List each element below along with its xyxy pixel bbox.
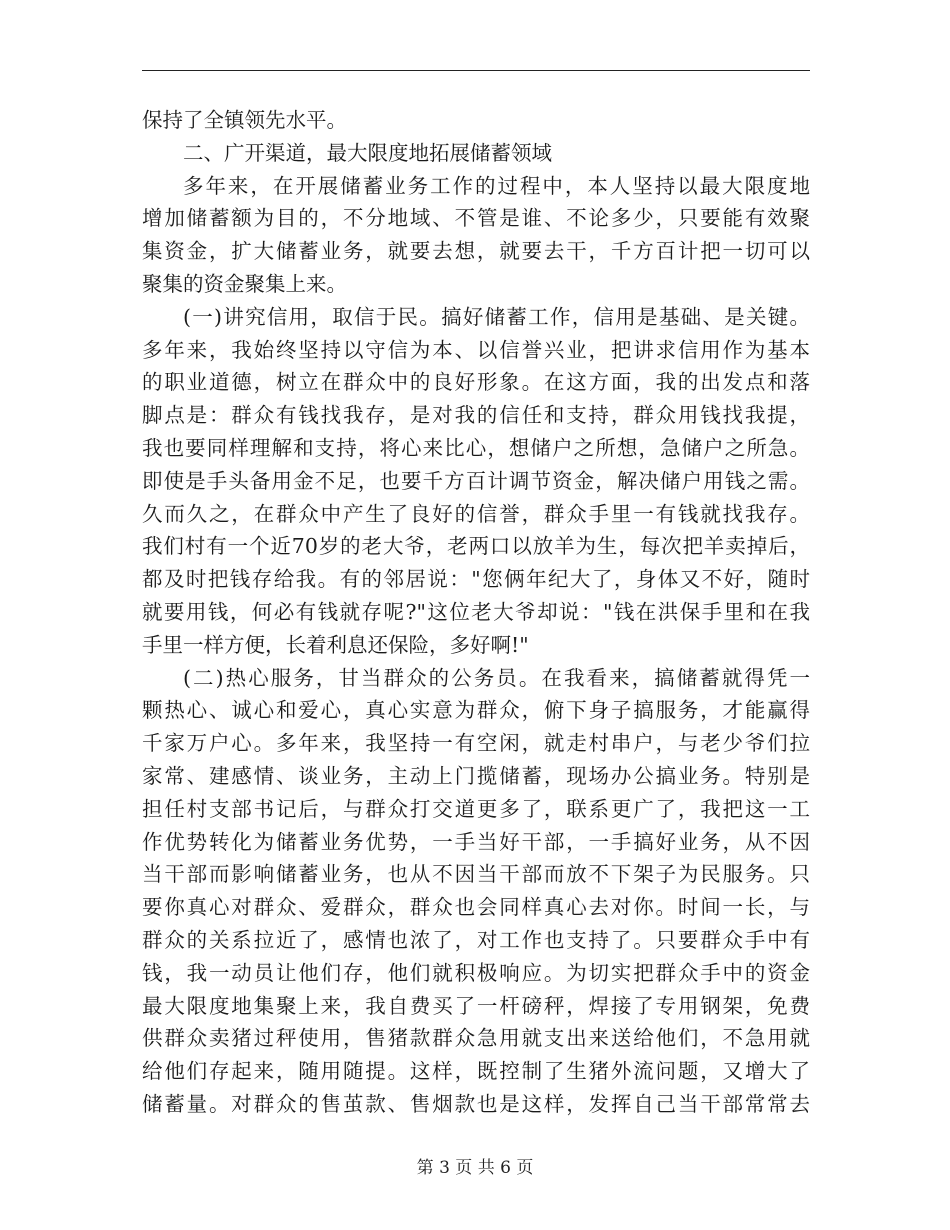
text-line: 颗热心、诚心和爱心，真心实意为群众，俯下身子搞服务，才能赢得 bbox=[142, 698, 810, 723]
text-line: 的职业道德，树立在群众中的良好形象。在这方面，我的出发点和落 bbox=[142, 370, 810, 395]
text-line: 担任村支部书记后，与群众打交道更多了，联系更广了，我把这一工 bbox=[142, 796, 810, 821]
text-line: 即使是手头备用金不足，也要千方百计调节资金，解决储户用钱之需。 bbox=[142, 468, 810, 493]
text-line: 群众的关系拉近了，感情也浓了，对工作也支持了。只要群众手中有 bbox=[142, 927, 810, 952]
text-line: 增加储蓄额为目的，不分地域、不管是谁、不论多少，只要能有效聚 bbox=[142, 206, 810, 231]
text-line: 储蓄量。对群众的售茧款、售烟款也是这样，发挥自己当干部常常去 bbox=[142, 1091, 810, 1116]
document-body bbox=[142, 104, 810, 1121]
text-line: 家常、建感情、谈业务，主动上门揽储蓄，现场办公搞业务。特别是 bbox=[142, 763, 810, 788]
text-line: 要你真心对群众、爱群众，群众也会同样真心去对你。时间一长，与 bbox=[142, 895, 810, 920]
text-line: 供群众卖猪过秤使用，售猪款群众急用就支出来送给他们，不急用就 bbox=[142, 1026, 810, 1051]
text-line: (二)热心服务，甘当群众的公务员。在我看来，搞储蓄就得凭一 bbox=[183, 665, 810, 690]
text-line: 脚点是：群众有钱找我存，是对我的信任和支持，群众用钱找我提， bbox=[142, 403, 810, 428]
page-number: 第 3 页 共 6 页 bbox=[416, 1158, 534, 1178]
text-line: 二、广开渠道，最大限度地拓展储蓄领域 bbox=[183, 140, 552, 165]
text-line: 多年来，在开展储蓄业务工作的过程中，本人坚持以最大限度地 bbox=[183, 173, 810, 198]
text-line: 作优势转化为储蓄业务优势，一手当好干部，一手搞好业务，从不因 bbox=[142, 829, 810, 854]
text-line: 当干部而影响储蓄业务，也从不因当干部而放不下架子为民服务。只 bbox=[142, 862, 810, 887]
text-line: 久而久之，在群众中产生了良好的信誉，群众手里一有钱就找我存。 bbox=[142, 501, 810, 526]
text-line: 给他们存起来，随用随提。这样，既控制了生猪外流问题，又增大了 bbox=[142, 1059, 810, 1084]
text-line: 聚集的资金聚集上来。 bbox=[142, 271, 347, 296]
text-line: 保持了全镇领先水平。 bbox=[142, 108, 347, 132]
text-line: 就要用钱，何必有钱就存呢?"这位老大爷却说："钱在洪保手里和在我 bbox=[142, 599, 810, 624]
text-line: 最大限度地集聚上来，我自费买了一杆磅秤，焊接了专用钢架，免费 bbox=[142, 993, 810, 1018]
text-line: 集资金，扩大储蓄业务，就要去想，就要去干，千方百计把一切可以 bbox=[142, 239, 810, 264]
text-line: 钱，我一动员让他们存，他们就积极响应。为切实把群众手中的资金 bbox=[142, 960, 810, 985]
text-line: 我也要同样理解和支持，将心来比心，想储户之所想，急储户之所急。 bbox=[142, 435, 810, 460]
text-line: 多年来，我始终坚持以守信为本、以信誉兴业，把讲求信用作为基本 bbox=[142, 337, 810, 362]
header-rule bbox=[142, 70, 810, 71]
text-line: (一)讲究信用，取信于民。搞好储蓄工作，信用是基础、是关键。 bbox=[183, 304, 810, 329]
text-line: 我们村有一个近70岁的老大爷，老两口以放羊为生，每次把羊卖掉后， bbox=[142, 534, 810, 559]
text-line: 手里一样方便，长着利息还保险，多好啊!" bbox=[142, 632, 529, 657]
text-line: 都及时把钱存给我。有的邻居说："您俩年纪大了，身体又不好，随时 bbox=[142, 567, 810, 592]
text-line: 千家万户心。多年来，我坚持一有空闲，就走村串户，与老少爷们拉 bbox=[142, 731, 810, 756]
